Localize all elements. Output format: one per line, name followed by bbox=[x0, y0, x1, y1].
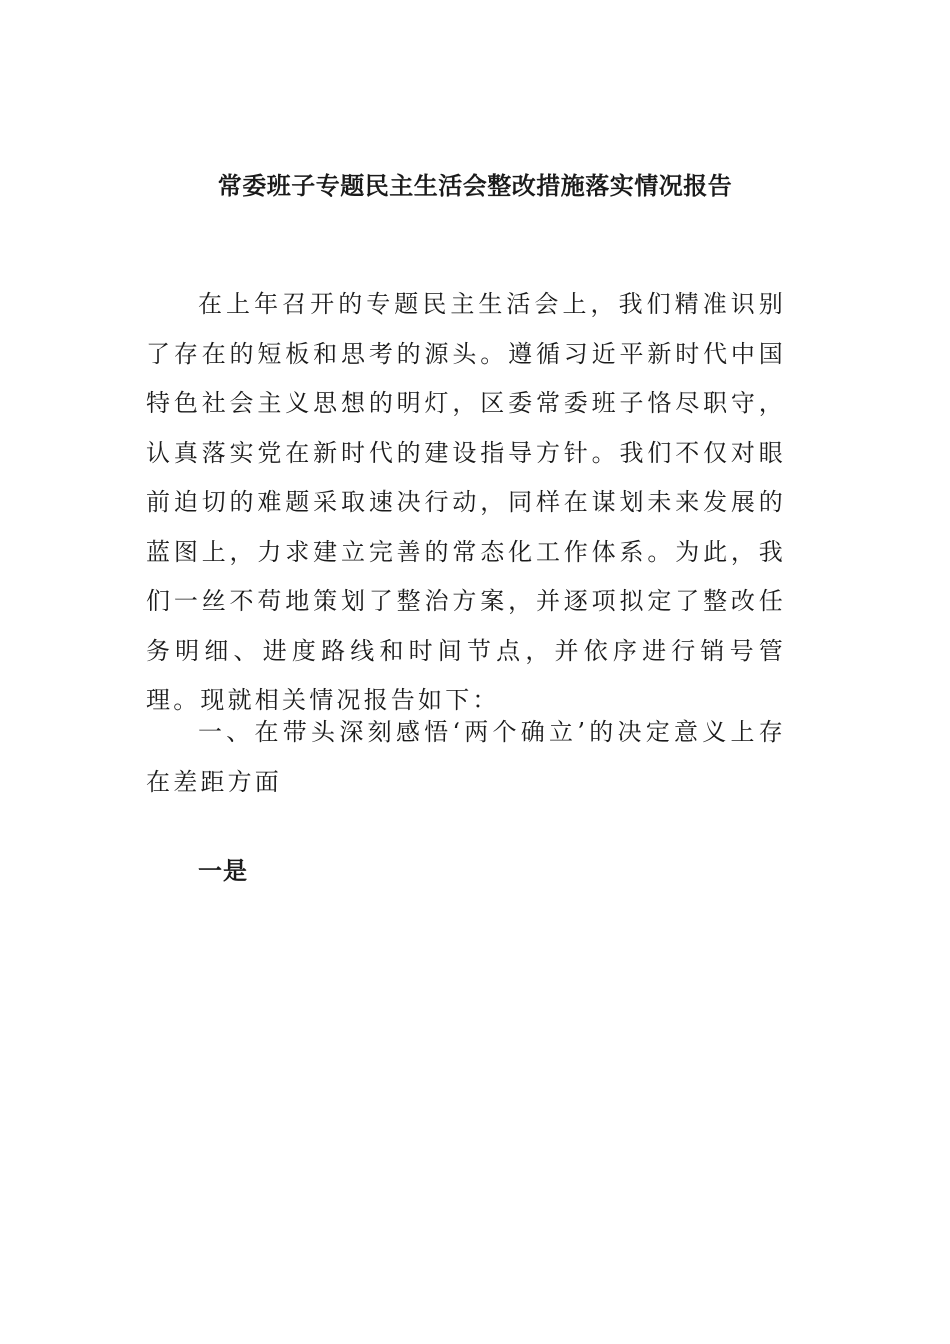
point-one-label: 一是 bbox=[198, 856, 248, 885]
document-title: 常委班子专题民主生活会整改措施落实情况报告 bbox=[217, 171, 733, 200]
section-heading-one: 一、在带头深刻感悟‘两个确立’的决定意义上存在差距方面 bbox=[146, 718, 786, 796]
intro-paragraph: 在上年召开的专题民主生活会上，我们精准识别了存在的短板和思考的源头。遵循习近平新时代中国特色社会主义思想的明灯，区委常委班子恪尽职守，认真落实党在新时代的建设指导方针。我们不仅对眼前迫切的难题采取速决行动，同样在谋划未来发展的蓝图上，力求建立完善的常态化工作体系。为此，我们一丝不苟地策划了整治方案，并逐项拟定了整改任务明细、进度路线和时间节点，并依序进行销号管理。现就相关情况报告如下： bbox=[146, 290, 786, 714]
